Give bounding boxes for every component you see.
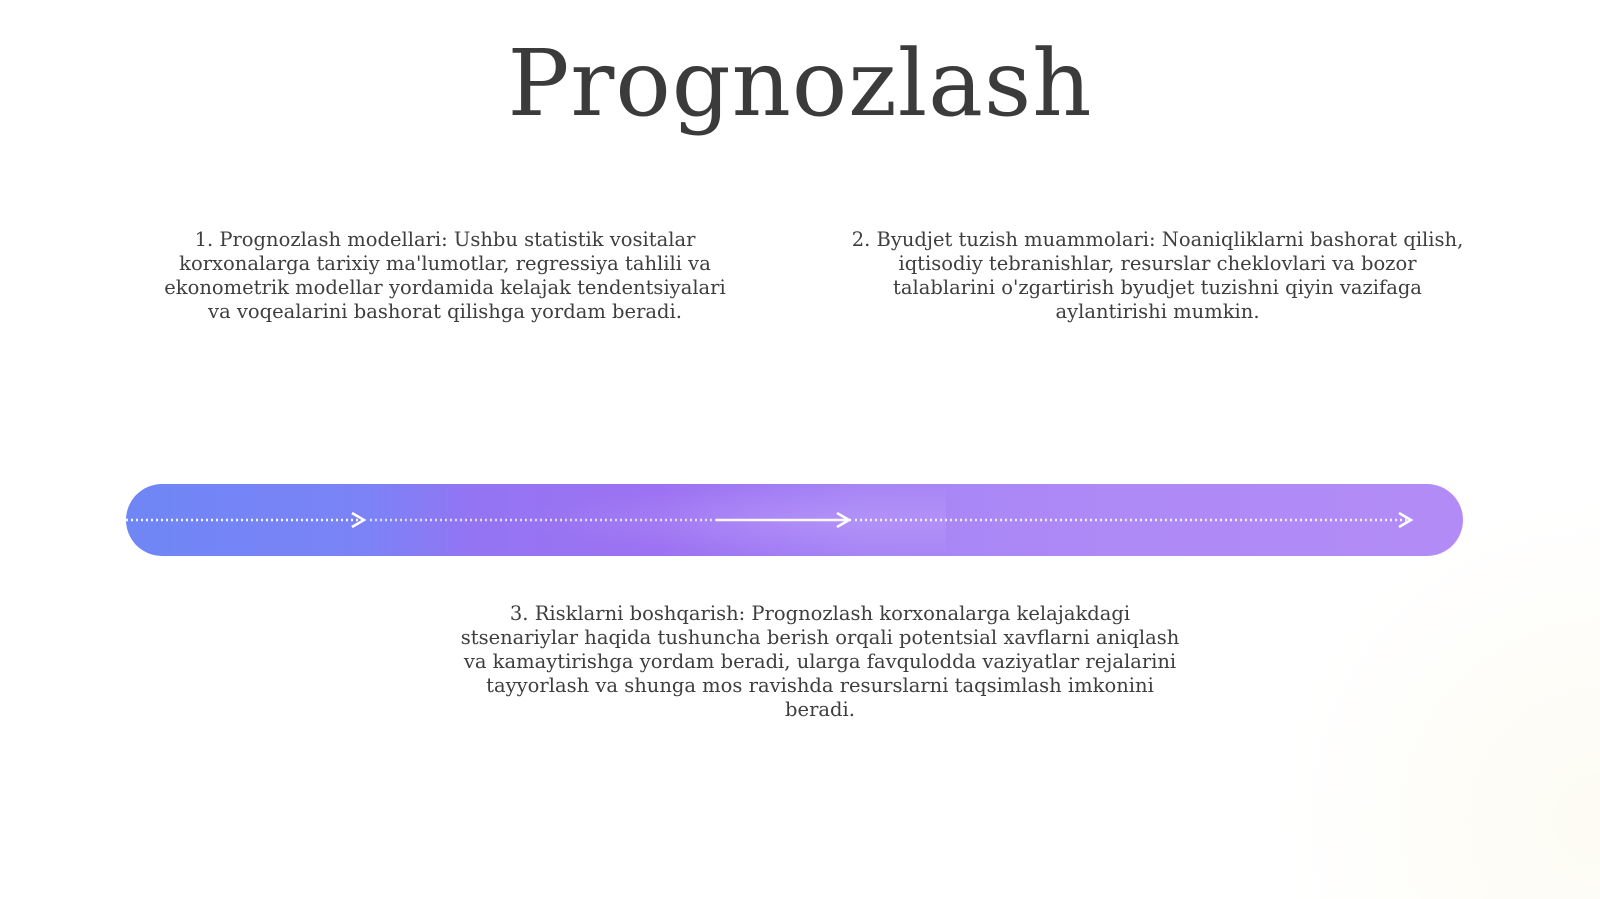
- point-forecasting-models: 1. Prognozlash modellari: Ushbu statistik vositalar korxonalarga tarixiy ma'lumotlar, regressiya tahlili va ekonometrik modellar yordamida kelajak tendentsiyalari va voqealarini bashorat qilishga yordam beradi.: [164, 228, 726, 323]
- point-budgeting-problems: 2. Byudjet tuzish muammolari: Noaniqliklarni bashorat qilish, iqtisodiy tebranishlar, resurslar cheklovlari va bozor talablarini o'zgartirish byudjet tuzishni qiyin vazifaga aylantirishi mumkin.: [851, 228, 1464, 323]
- timeline-bar: [126, 484, 1463, 556]
- timeline-arrows: [126, 484, 1463, 556]
- point-risk-management: 3. Risklarni boshqarish: Prognozlash korxonalarga kelajakdagi stsenariylar haqida tushuncha berish orqali potentsial xavflarni aniqlash va kamaytirishga yordam beradi, ularga favqulodda vaziyatlar rejalarini tayyorlash va shunga mos ravishda resurslarni taqsimlash imkonini beradi.: [460, 602, 1180, 721]
- slide-title: Prognozlash: [507, 30, 1093, 137]
